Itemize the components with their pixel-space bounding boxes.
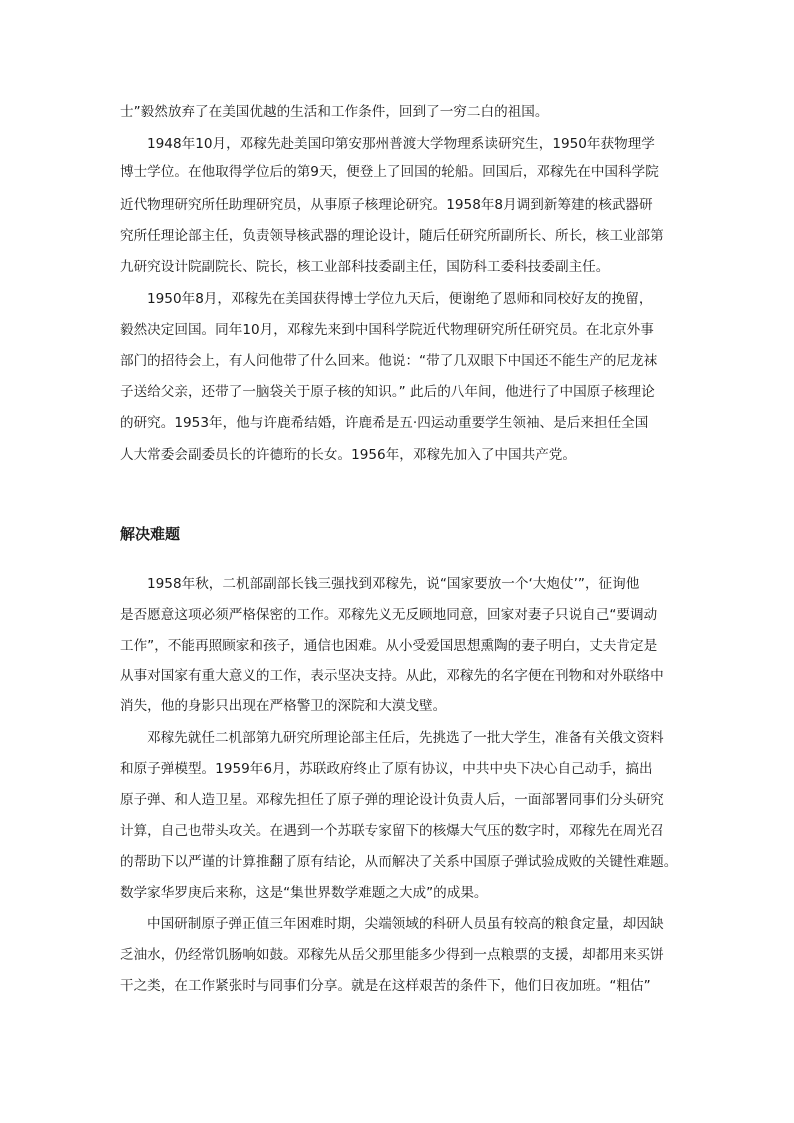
paragraph-3-line-1: 1950年8月，邓稼先在美国获得博士学位九天后，便谢绝了恩师和同校好友的挽留， [147,291,653,307]
paragraph-2-line-1: 1948年10月，邓稼先赴美国印第安那州普渡大学物理系读研究生，1950年获物理学 [147,136,655,152]
paragraph-4-line-2: 是否愿意这项必须严格保密的工作。邓稼先义无反顾地同意，回家对妻子只说自己“要调动 [120,607,658,623]
paragraph-6-line-3: 干之类，在工作紧张时与同事们分享。就是在这样艰苦的条件下，他们日夜加班。“粗估” [120,978,651,994]
paragraph-4-line-4: 从事对国家有重大意义的工作，表示坚决支持。从此，邓稼先的名字便在刊物和对外联络中 [120,668,664,684]
paragraph-1-line-1: 士”毅然放弃了在美国优越的生活和工作条件，回到了一穷二白的祖国。 [120,104,549,120]
paragraph-2-line-2: 博士学位。在他取得学位后的第9天，便登上了回国的轮船。回国后，邓稼先在中国科学院 [120,164,659,180]
paragraph-5-line-1: 邓稼先就任二机部第九研究所理论部主任后，先挑选了一批大学生，准备有关俄文资料 [147,730,664,746]
paragraph-6-line-2: 乏油水，仍经常饥肠响如鼓。邓稼先从岳父那里能多少得到一点粮票的支援，却都用来买饼 [120,947,664,963]
paragraph-6-line-1: 中国研制原子弹正值三年困难时期，尖端领域的科研人员虽有较高的粮食定量，却因缺 [147,916,664,932]
paragraph-5-line-6: 数学家华罗庚后来称，这是“集世界数学难题之大成”的成果。 [120,885,488,901]
paragraph-2-line-3: 近代物理研究所任助理研究员，从事原子核理论研究。1958年8月调到新筹建的核武器研 [120,197,653,213]
paragraph-3-line-5: 的研究。1953年，他与许鹿希结婚，许鹿希是五·四运动重要学生领袖、是后来担任全国 [120,415,649,431]
paragraph-5-line-3: 原子弹、和人造卫星。邓稼先担任了原子弹的理论设计负责人后，一面部署同事们分头研究 [120,792,664,808]
paragraph-3-line-3: 部门的招待会上，有人问他带了什么回来。他说：“带了几双眼下中国还不能生产的尼龙袜 [120,353,658,369]
paragraph-3-line-6: 人大常委会副委员长的许德珩的长女。1956年，邓稼先加入了中国共产党。 [120,447,576,463]
paragraph-5-line-2: 和原子弹模型。1959年6月，苏联政府终止了原有协议，中共中央下决心自己动手，搞出 [120,761,653,777]
paragraph-4-line-3: 工作”，不能再照顾家和孩子，通信也困难。从小受爱国思想熏陶的妻子明白，丈夫肯定是 [120,638,658,654]
paragraph-3-line-2: 毅然决定回国。同年10月，邓稼先来到中国科学院近代物理研究所任研究员。在北京外事 [120,322,654,338]
section-heading: 解决难题 [120,525,181,543]
paragraph-4-line-5: 消失，他的身影只出现在严格警卫的深院和大漠戈壁。 [120,698,447,714]
paragraph-4-line-1: 1958年秋，二机部副部长钱三强找到邓稼先，说“国家要放一个‘大炮仗’”，征询他 [147,576,640,592]
paragraph-5-line-5: 的帮助下以严谨的计算推翻了原有结论，从而解决了关系中国原子弹试验成败的关键性难题。 [120,854,678,870]
paragraph-3-line-4: 子送给父亲，还带了一脑袋关于原子核的知识。” 此后的八年间，他进行了中国原子核理论 [120,384,655,400]
paragraph-5-line-4: 计算，自己也带头攻关。在遇到一个苏联专家留下的核爆大气压的数字时，邓稼先在周光召 [120,823,664,839]
paragraph-2-line-4: 究所任理论部主任，负责领导核武器的理论设计，随后任研究所副所长、所长，核工业部第 [120,228,664,244]
paragraph-2-line-5: 九研究设计院副院长、院长，核工业部科技委副主任，国防科工委科技委副主任。 [120,259,610,275]
